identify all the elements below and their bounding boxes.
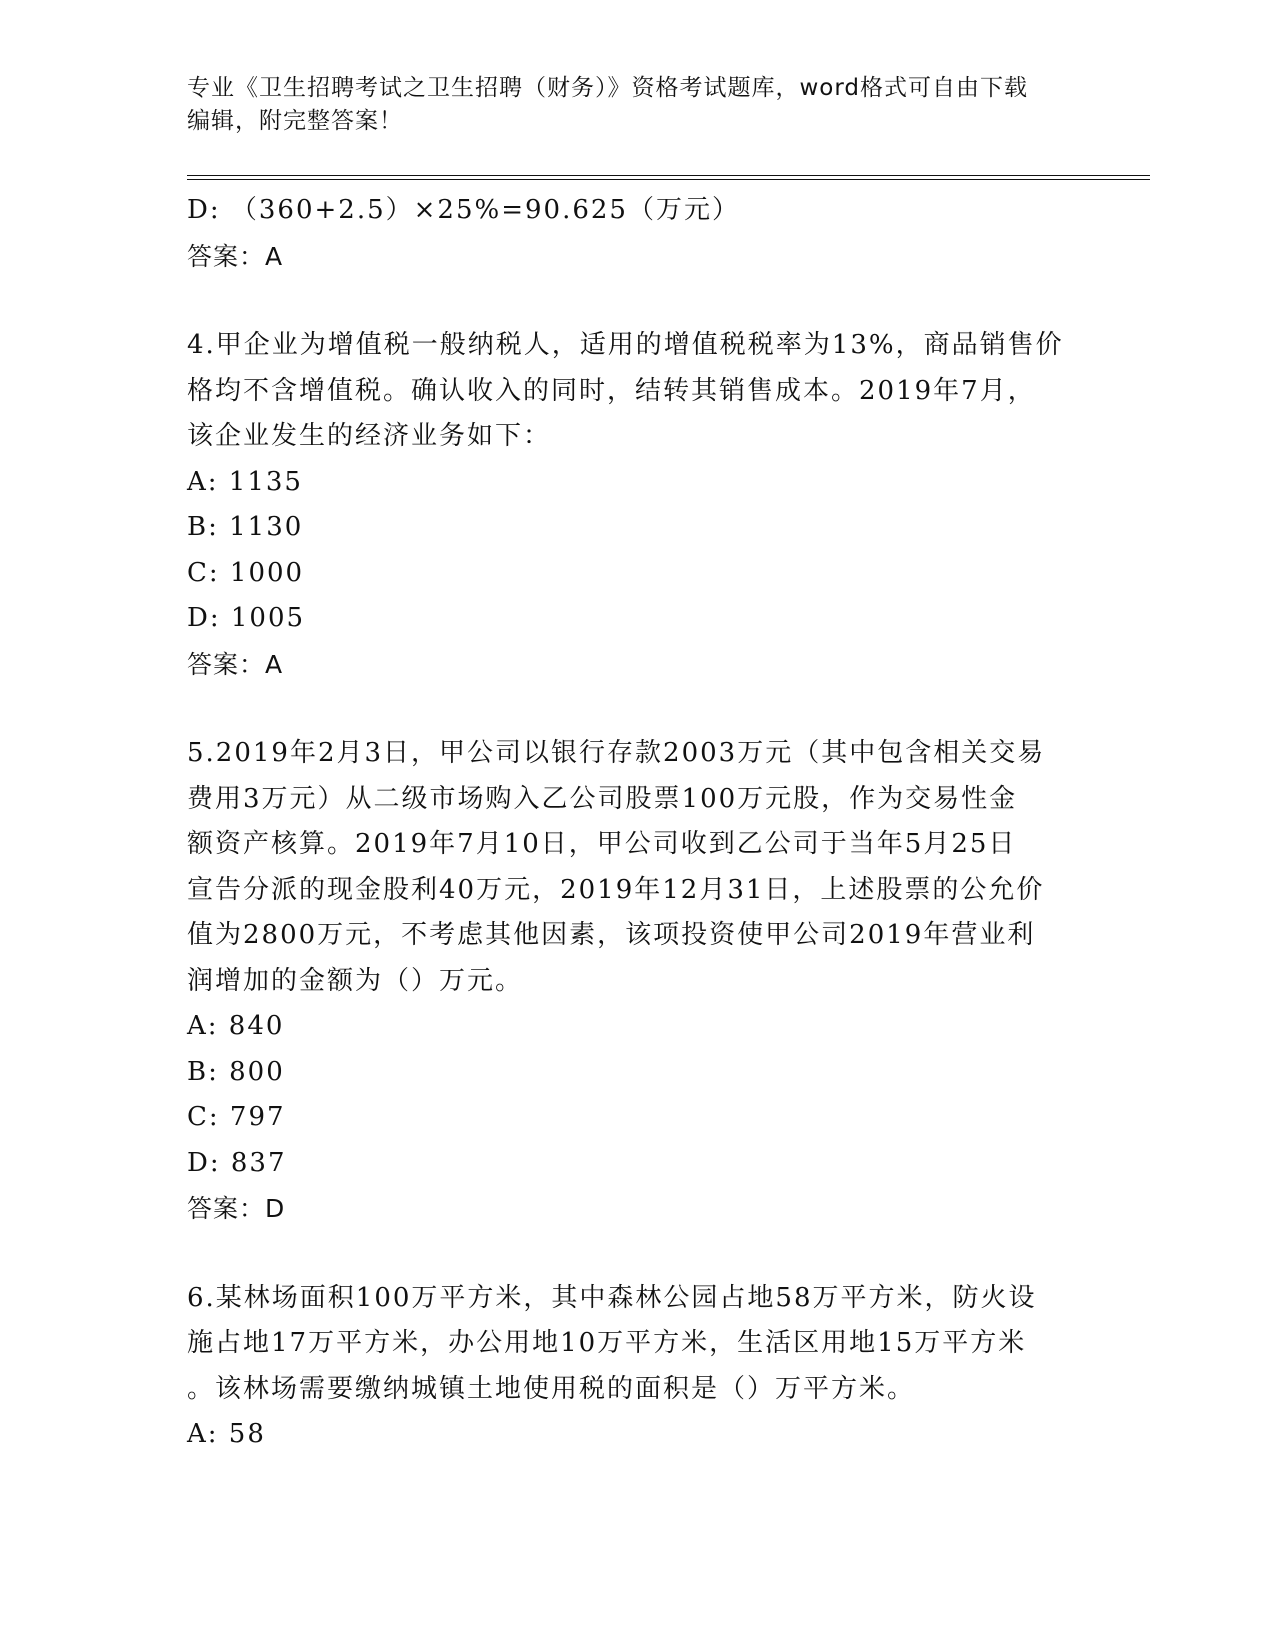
option-a: A: 840: [187, 1011, 285, 1041]
option-b: B: 1130: [187, 512, 304, 542]
question-5: [187, 731, 1087, 1232]
question-text-line: 宣告分派的现金股利40万元，2019年12月31日，上述股票的公允价: [187, 874, 1045, 905]
option-a: A: 58: [187, 1419, 266, 1449]
option-a: A: 1135: [187, 466, 303, 497]
question-6: [187, 1276, 1087, 1458]
header-line-2: 编辑，附完整答案！: [187, 108, 403, 134]
header-divider: [187, 175, 1150, 180]
header-line-1: 专业《卫生招聘考试之卫生招聘（财务）》资格考试题库，word格式可自由下载: [187, 75, 1029, 101]
answer-line: 答案：D: [187, 1194, 286, 1223]
question-text-line: 施占地17万平方米，办公用地10万平方米，生活区用地15万平方米: [187, 1328, 1027, 1358]
question-4: [187, 323, 1087, 687]
previous-question-tail: [187, 188, 1087, 279]
question-text-line: 5.2019年2月3日，甲公司以银行存款2003万元（其中包含相关交易: [187, 738, 1046, 768]
question-text-line: 。该林场需要缴纳城镇土地使用税的面积是（）万平方米。: [187, 1373, 916, 1404]
option-d: D: 1005: [187, 603, 306, 633]
question-text-line: 6.某林场面积100万平方米，其中森林公园占地58万平方米，防火设: [187, 1282, 1037, 1313]
document-header: [187, 72, 1087, 138]
option-c: C: 797: [187, 1102, 286, 1132]
question-text-line: 润增加的金额为（）万元。: [187, 965, 524, 996]
option-c: C: 1000: [187, 557, 305, 588]
option-d: D: 837: [187, 1147, 287, 1178]
question-text-line: 费用3万元）从二级市场购入乙公司股票100万元股，作为交易性金: [187, 783, 1018, 814]
answer-line: 答案：A: [187, 649, 284, 679]
question-text-line: 格均不含增值税。确认收入的同时，结转其销售成本。2019年7月，: [187, 375, 1036, 406]
question-text-line: 值为2800万元，不考虑其他因素，该项投资使甲公司2019年营业利: [187, 920, 1036, 950]
option-b: B: 800: [187, 1056, 285, 1087]
question-text-line: 额资产核算。2019年7月10日，甲公司收到乙公司于当年5月25日: [187, 829, 1017, 859]
question-text-line: 4.甲企业为增值税一般纳税人，适用的增值税税率为13%，商品销售价: [187, 330, 1064, 360]
option-d: D: （360+2.5）×25%=90.625（万元）: [187, 195, 740, 225]
question-text-line: 该企业发生的经济业务如下：: [187, 421, 552, 451]
answer-line: 答案：A: [187, 241, 284, 271]
document-body: [187, 188, 1087, 1458]
